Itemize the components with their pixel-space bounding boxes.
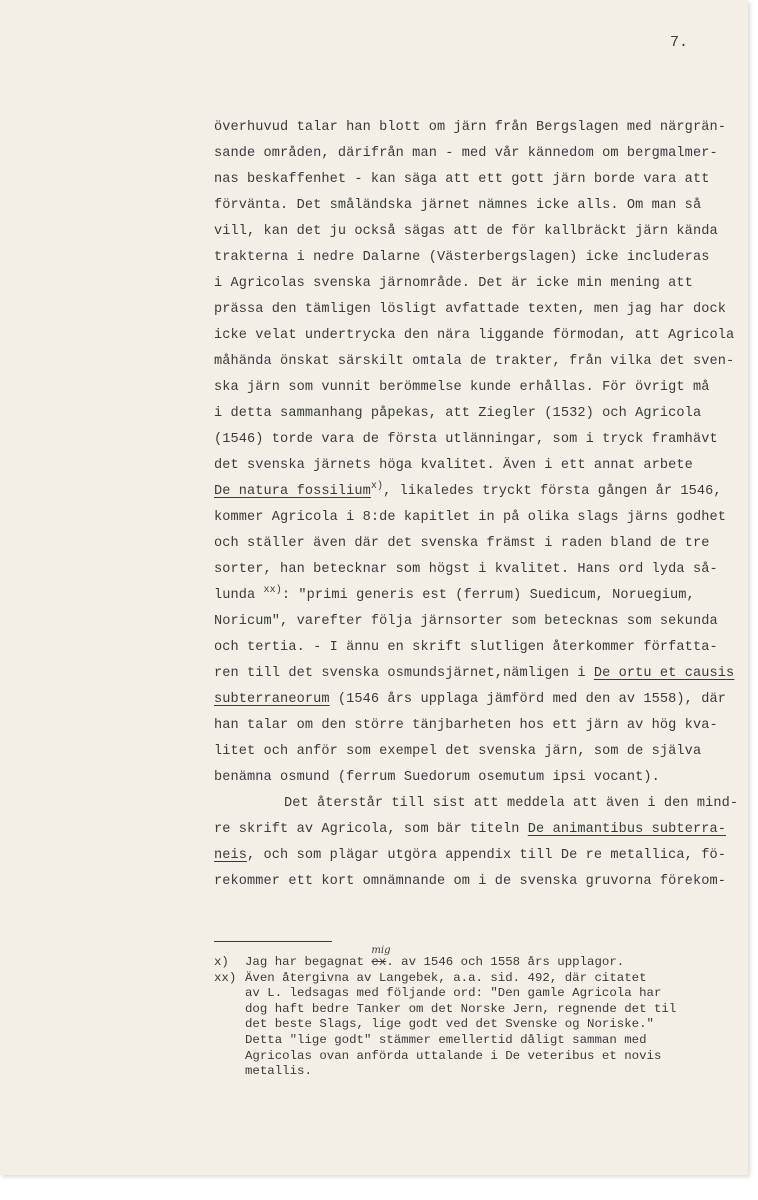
- footnote-line: metallis.: [245, 1064, 312, 1079]
- underlined-title: neis: [214, 848, 248, 863]
- footnotes: [214, 945, 734, 1080]
- text-line: [214, 843, 734, 869]
- text-segment: (1546 års upplaga jämförd med den av 1558), där: [329, 692, 726, 707]
- text-line: ska järn som vunnit berömmelse kunde erhållas. För övrigt må: [214, 380, 710, 395]
- text-line: [214, 583, 734, 609]
- text-segment: re skrift av Agricola, som bär titeln: [214, 822, 528, 837]
- struck-text: ex: [371, 955, 387, 969]
- text-segment: lunda: [214, 588, 264, 603]
- text-line: [214, 817, 734, 843]
- underlined-title: subterraneorum: [214, 692, 330, 707]
- footnote-ref: x): [370, 481, 384, 492]
- text-line: Noricum", varefter följa järnsorter som betecknas som sekunda: [214, 614, 718, 629]
- text-line: sande områden, därifrån man - med vår kännedom om bergmalmer-: [214, 146, 718, 161]
- text-segment: ren till det svenska osmundsjärnet,nämligen i: [214, 666, 594, 681]
- footnote-line: Agricolas ovan anförda uttalande i De veteribus et novis: [245, 1048, 662, 1063]
- text-segment: : "primi generis est (ferrum) Suedicum, Noruegium,: [281, 588, 695, 603]
- text-line: vill, kan det ju också sägas att de för kallbräckt järn kända: [214, 224, 718, 239]
- body-text: [214, 115, 739, 895]
- text-line: prässa den tämligen lösligt avfattade texten, men jag har dock: [214, 302, 726, 317]
- text-line: rekommer ett kort omnämnande om i de svenska gruvorna förekom-: [214, 874, 726, 889]
- text-line: nas beskaffenhet - kan säga att ett gott järn borde vara att: [214, 172, 710, 187]
- text-segment: Det återstår till sist att meddela att även i den mind-: [284, 796, 739, 811]
- footnote-ref: xx): [263, 585, 282, 596]
- footnote-line: det beste Slags, lige godt ved det Svenske og Noriske.": [245, 1017, 654, 1032]
- text-line: han talar om den större tänjbarheten hos ett järn av hög kva-: [214, 718, 718, 733]
- underlined-title: De natura fossilium: [214, 484, 371, 499]
- text-line: och ställer även där det svenska främst i raden bland de tre: [214, 536, 710, 551]
- handwritten-correction: [371, 945, 391, 971]
- text-line: [214, 687, 734, 713]
- footnote-mark: xx): [214, 970, 237, 985]
- text-line: det svenska järnets höga kvalitet. Även i ett annat arbete: [214, 458, 693, 473]
- text-line: litet och anför som exempel det svenska järn, som de själva: [214, 744, 702, 759]
- footnote-text: . av 1546 och 1558 års upplagor.: [386, 955, 625, 969]
- footnote-text: Även återgivna av Langebek, a.a. sid. 492, där citatet: [245, 970, 647, 985]
- text-line: [214, 661, 734, 687]
- text-line: benämna osmund (ferrum Suedorum osemutum ipsi vocant).: [214, 770, 660, 785]
- text-line: måhända önskat särskilt omtala de trakter, från vilka det sven-: [214, 354, 735, 369]
- underlined-title: De animantibus subterra-: [527, 822, 726, 837]
- text-line: [214, 479, 734, 505]
- footnote-separator: [214, 941, 332, 942]
- text-line: kommer Agricola i 8:de kapitlet in på olika slags järns godhet: [214, 510, 726, 525]
- page-number: 7.: [669, 34, 688, 51]
- text-line: och tertia. - I ännu en skrift slutligen återkommer författa-: [214, 640, 718, 655]
- text-line: i Agricolas svenska järnområde. Det är icke min mening att: [214, 276, 693, 291]
- text-line: [214, 791, 739, 817]
- text-line: trakterna i nedre Dalarne (Västerbergslagen) icke includeras: [214, 250, 710, 265]
- text-line: (1546) torde vara de första utlänningar, som i tryck framhävt: [214, 432, 718, 447]
- underlined-title: De ortu et causis: [593, 666, 735, 681]
- footnote-text: Jag har begagnat: [245, 955, 372, 969]
- footnote-xx: [214, 971, 734, 987]
- text-line: förvänta. Det småländska järnet nämnes icke alls. Om man så: [214, 198, 702, 213]
- footnote-mark: x): [214, 955, 229, 969]
- text-line: sorter, han betecknar som högst i kvalitet. Hans ord lyda så-: [214, 562, 718, 577]
- footnote-x: [214, 945, 734, 971]
- handwritten-insert: mig: [371, 945, 391, 956]
- footnote-line: Detta "lige godt" stämmer emellertid dåligt samman med: [245, 1032, 647, 1047]
- text-line: i detta sammanhang påpekas, att Ziegler (1532) och Agricola: [214, 406, 702, 421]
- text-line: överhuvud talar han blott om järn från Bergslagen med närgrän-: [214, 120, 726, 135]
- text-line: icke velat undertrycka den nära liggande förmodan, att Agricola: [214, 328, 735, 343]
- text-segment: , och som plägar utgöra appendix till De re metallica, fö-: [247, 848, 726, 863]
- footnote-line: av L. ledsagas med följande ord: "Den gamle Agricola har: [245, 986, 662, 1001]
- footnote-line: dog haft bedre Tanker om det Norske Jern, regnende det til: [245, 1001, 677, 1016]
- text-segment: , likaledes tryckt första gången år 1546,: [383, 484, 722, 499]
